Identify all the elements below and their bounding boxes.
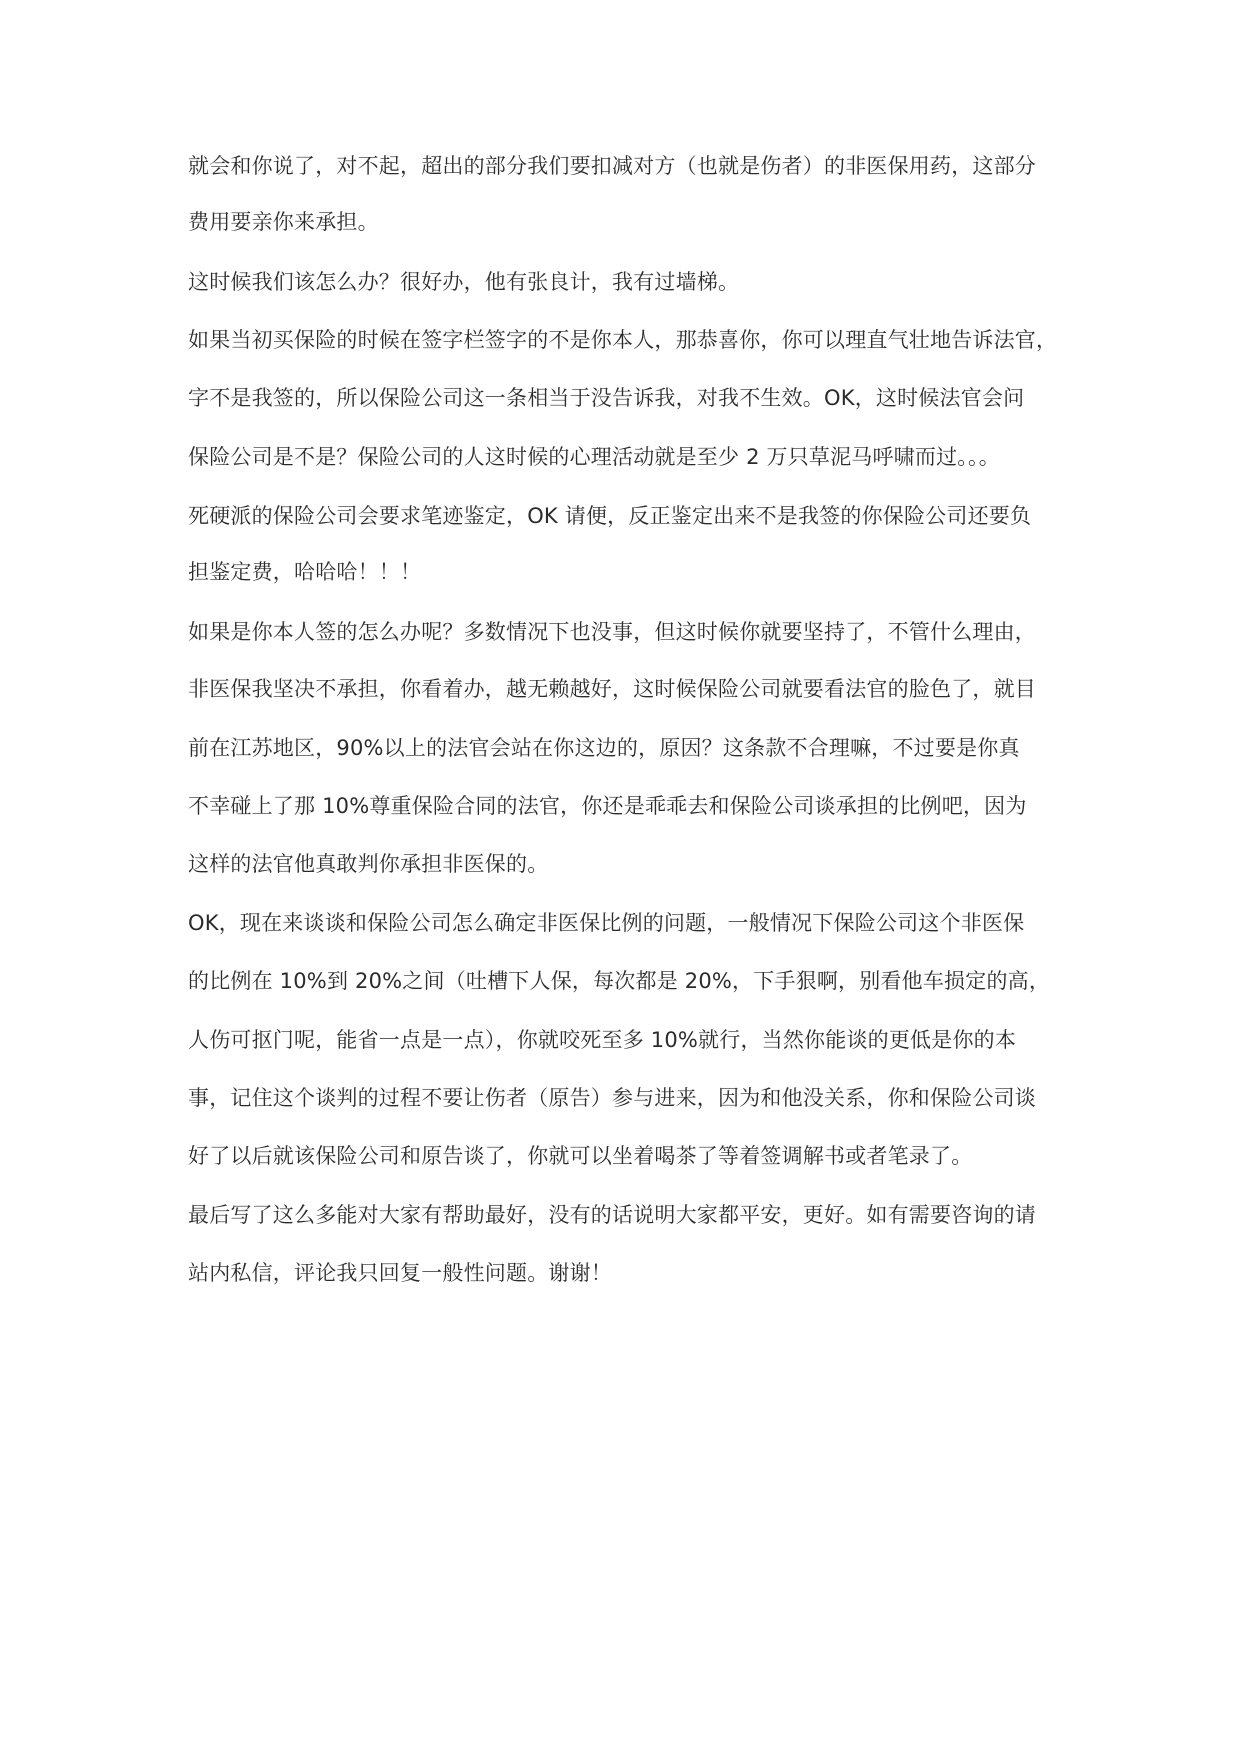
text-line: 字不是我签的，所以保险公司这一条相当于没告诉我，对我不生效。OK，这时候法官会问 <box>188 386 1025 410</box>
text-line: 担鉴定费，哈哈哈！！！ <box>188 560 422 584</box>
text-line: 死硬派的保险公司会要求笔迹鉴定，OK 请便，反正鉴定出来不是我签的你保险公司还要负 <box>188 504 1032 528</box>
text-line: 就会和你说了，对不起，超出的部分我们要扣减对方（也就是伤者）的非医保用药，这部分 <box>188 154 1036 178</box>
text-line: 保险公司是不是？保险公司的人这时候的心理活动就是至少 2 万只草泥马呼啸而过。。。 <box>188 445 1000 469</box>
text-line: 最后写了这么多能对大家有帮助最好，没有的话说明大家都平安，更好。如有需要咨询的请 <box>188 1203 1036 1227</box>
text-line: 这样的法官他真敢判你承担非医保的。 <box>188 852 549 876</box>
text-line: 不幸碰上了那 10%尊重保险合同的法官，你还是乖乖去和保险公司谈承担的比例吧，因为 <box>188 794 1027 818</box>
text-line: 前在江苏地区，90%以上的法官会站在你这边的，原因？这条款不合理嘛，不过要是你真 <box>188 736 1020 760</box>
text-line: 站内私信，评论我只回复一般性问题。谢谢！ <box>188 1261 612 1285</box>
text-line: OK，现在来谈谈和保险公司怎么确定非医保比例的问题，一般情况下保险公司这个非医保 <box>188 911 1025 935</box>
text-line: 如果当初买保险的时候在签字栏签字的不是你本人，那恭喜你，你可以理直气壮地告诉法官， <box>188 328 1058 352</box>
text-line: 非医保我坚决不承担，你看着办，越无赖越好，这时候保险公司就要看法官的脸色了，就目 <box>188 677 1036 701</box>
text-line: 好了以后就该保险公司和原告谈了，你就可以坐着喝茶了等着签调解书或者笔录了。 <box>188 1144 973 1168</box>
text-line: 人伤可抠门呢，能省一点是一点），你就咬死至多 10%就行，当然你能谈的更低是你的本 <box>188 1028 1017 1052</box>
text-line: 的比例在 10%到 20%之间（吐槽下人保，每次都是 20%，下手狠啊，别看他车损定的高， <box>188 969 1051 993</box>
text-line: 事，记住这个谈判的过程不要让伤者（原告）参与进来，因为和他没关系，你和保险公司谈 <box>188 1086 1036 1110</box>
text-line: 这时候我们该怎么办？很好办，他有张良计，我有过墙梯。 <box>188 270 740 294</box>
text-line: 如果是你本人签的怎么办呢？多数情况下也没事，但这时候你就要坚持了，不管什么理由， <box>188 620 1036 644</box>
text-line: 费用要亲你来承担。 <box>188 210 379 234</box>
